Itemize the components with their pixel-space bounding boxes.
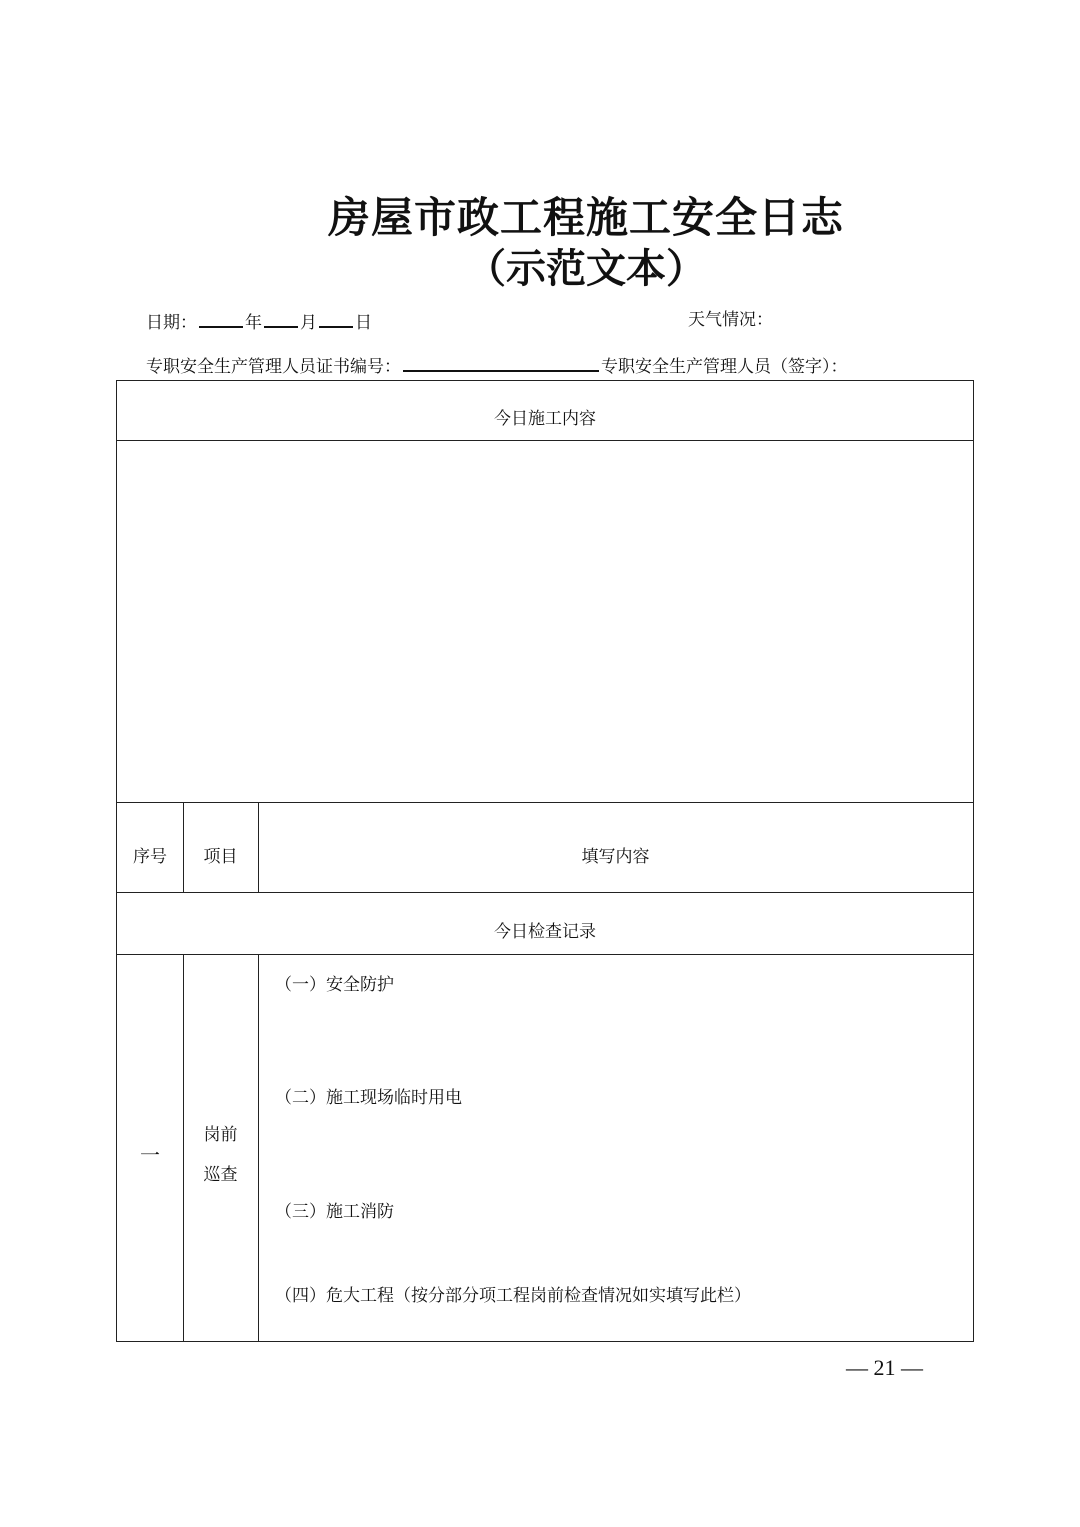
document-title: 房屋市政工程施工安全日志 [327,193,844,242]
weather-label: 天气情况： [688,310,773,330]
column-divider [258,954,259,1341]
col-item-header: 项目 [203,847,238,867]
date-label: 日期： [146,313,197,333]
day-label: 日 [355,313,372,333]
page-number: — 21 — [846,1355,923,1380]
year-label: 年 [245,313,262,333]
col-fill-header: 填写内容 [581,847,650,867]
safety-log-form [116,380,974,1342]
col-seq-header: 序号 [133,847,167,867]
document-subtitle: （示范文本） [466,245,706,292]
row1-item-line1: 岗前 [203,1125,238,1145]
row1-item-line2: 巡查 [203,1165,238,1185]
cert-number-blank[interactable] [403,352,599,372]
column-divider [183,954,184,1341]
safety-officer-sign-label: 专职安全生产管理人员（签字）： [601,357,848,377]
cert-line [146,352,848,379]
month-label: 月 [300,313,317,333]
cert-number-label: 专职安全生产管理人员证书编号： [146,357,401,377]
day-blank[interactable] [319,308,353,328]
row1-seq: 一 [140,1143,160,1167]
today-content-area[interactable] [119,443,971,799]
inspection-record-header: 今日检查记录 [494,922,596,942]
sub-item-major-hazard-works: （四）危大工程（按分部分项工程岗前检查情况如实填写此栏） [275,1286,751,1306]
row-divider [117,802,973,803]
row-divider [117,954,973,955]
sub-item-temporary-power: （二）施工现场临时用电 [275,1088,462,1108]
row-divider [117,892,973,893]
sub-item-fire-protection: （三）施工消防 [275,1202,394,1222]
year-blank[interactable] [199,308,243,328]
sub-item-safety-protection: （一）安全防护 [275,975,394,995]
today-content-header: 今日施工内容 [494,409,596,429]
date-line [146,308,372,335]
month-blank[interactable] [264,308,298,328]
row-divider [117,440,973,441]
